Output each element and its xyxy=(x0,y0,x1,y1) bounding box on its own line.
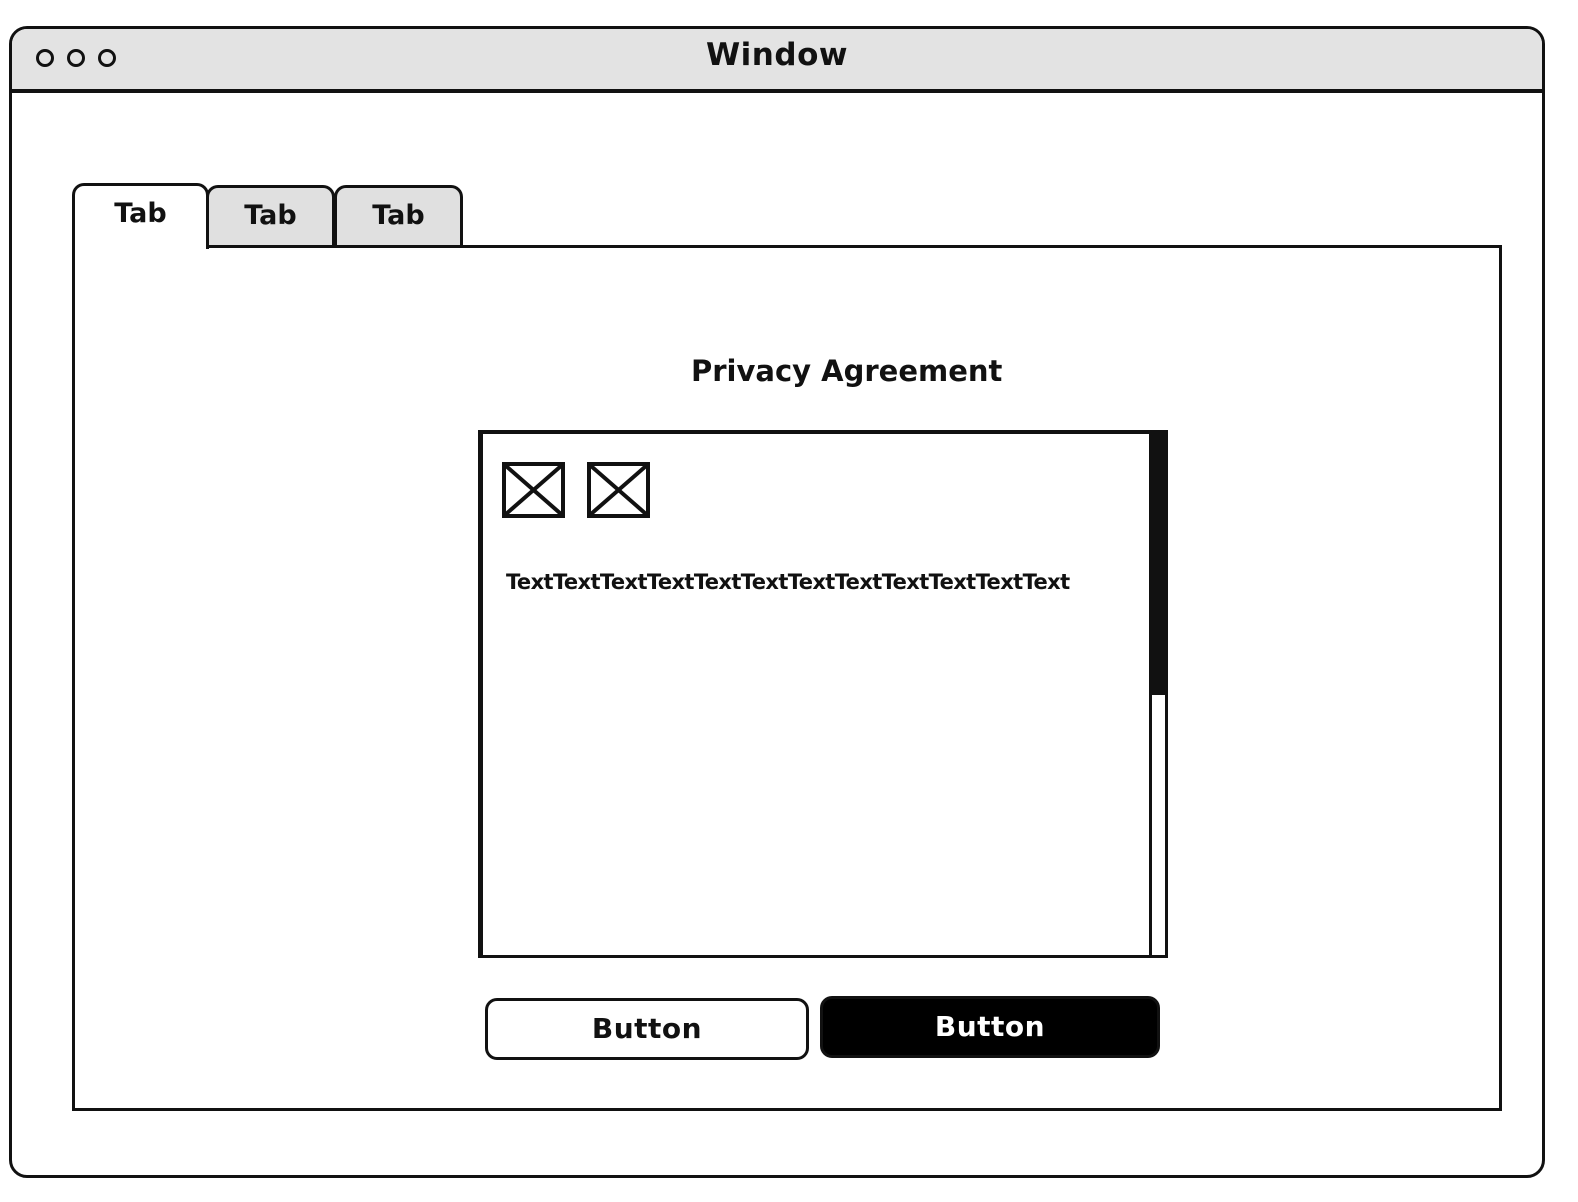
tab-3[interactable]: Tab xyxy=(334,185,463,247)
secondary-button[interactable]: Button xyxy=(485,998,809,1060)
image-placeholder-icon xyxy=(587,462,650,518)
title-bar[interactable] xyxy=(12,29,1542,93)
panel-title: Privacy Agreement xyxy=(691,354,1003,388)
image-placeholder-icon xyxy=(502,462,565,518)
application-window xyxy=(9,26,1545,1178)
scrollbar-thumb[interactable] xyxy=(1152,434,1165,695)
agreement-text: TextTextTextTextTextTextTextTextTextTextTextText xyxy=(506,570,1070,594)
agreement-scroll-box[interactable] xyxy=(478,430,1168,958)
tab-1[interactable]: Tab xyxy=(72,183,209,249)
tab-panel xyxy=(72,245,1502,1111)
window-title: Window xyxy=(705,37,848,73)
primary-button[interactable]: Button xyxy=(820,996,1160,1058)
tab-2[interactable]: Tab xyxy=(206,185,335,247)
vertical-scrollbar[interactable] xyxy=(1149,434,1165,955)
